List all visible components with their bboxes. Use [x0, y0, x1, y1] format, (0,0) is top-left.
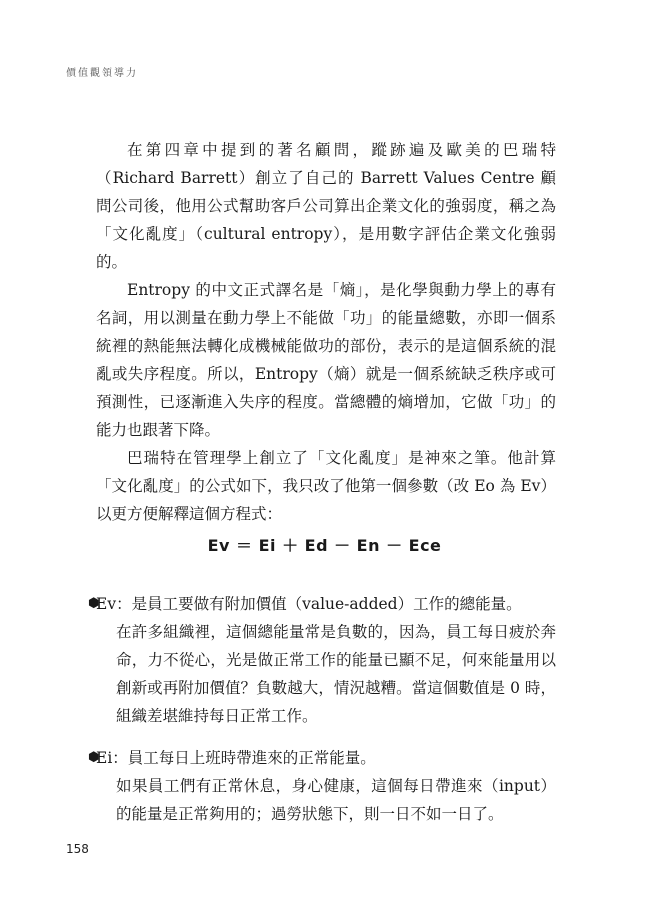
- paragraph: 巴瑞特在管理學上創立了「文化亂度」是神來之筆。他計算「文化亂度」的公式如下，我只改了他第一個參數（改 Eo 為 Ev）以更方便解釋這個方程式：: [96, 449, 556, 523]
- definition-item: [88, 744, 556, 828]
- definition-body: 如果員工們有正常休息，身心健康，這個每日帶進來（input）的能量是正常夠用的；過勞狀態下，則一日不如一日了。: [116, 777, 556, 823]
- paragraph: Entropy 的中文正式譯名是「熵」，是化學與動力學上的專有名詞，用以測量在動力學上不能做「功」的能量總數，亦即一個系統裡的熱能無法轉化成機械能做功的部份，表示的是這個系統的混亂或失序程度。所以，Entropy（熵）就是一個系統缺乏秩序或可預測性，已逐漸進入失序的程度。當總體的熵增加，它做「功」的能力也跟著下降。: [96, 281, 556, 439]
- body-text: [96, 136, 556, 528]
- formula: Ev ＝ Ei ＋ Ed － En － Ece: [207, 536, 442, 555]
- definition-item: [88, 590, 556, 730]
- definition-list: [88, 590, 556, 842]
- definition-heading: Ev：是員工要做有附加價值（value-added）工作的總能量。: [96, 595, 522, 613]
- definition-body: 在許多組織裡，這個總能量常是負數的，因為，員工每日疲於奔命，力不從心，光是做正常工作的能量已顯不足，何來能量用以創新或再附加價值？負數越大，情況越糟。當這個數值是 0 時，組織差堪維持每日正常工作。: [116, 623, 556, 725]
- running-head: 價值觀領導力: [66, 68, 138, 79]
- hexagon-bullet-icon: ⬢: [88, 596, 100, 611]
- definition-heading: Ei：員工每日上班時帶進來的正常能量。: [96, 749, 376, 767]
- page-number: 158: [66, 842, 89, 856]
- hexagon-bullet-icon: ⬢: [88, 750, 100, 765]
- paragraph: 在第四章中提到的著名顧問，蹤跡遍及歐美的巴瑞特（Richard Barrett）創立了自己的 Barrett Values Centre 顧問公司後，他用公式幫助客戶公司算出企業文化的強弱度，稱之為「文化亂度」（cultural entropy），是用數字評估企業文化強弱的。: [96, 141, 556, 271]
